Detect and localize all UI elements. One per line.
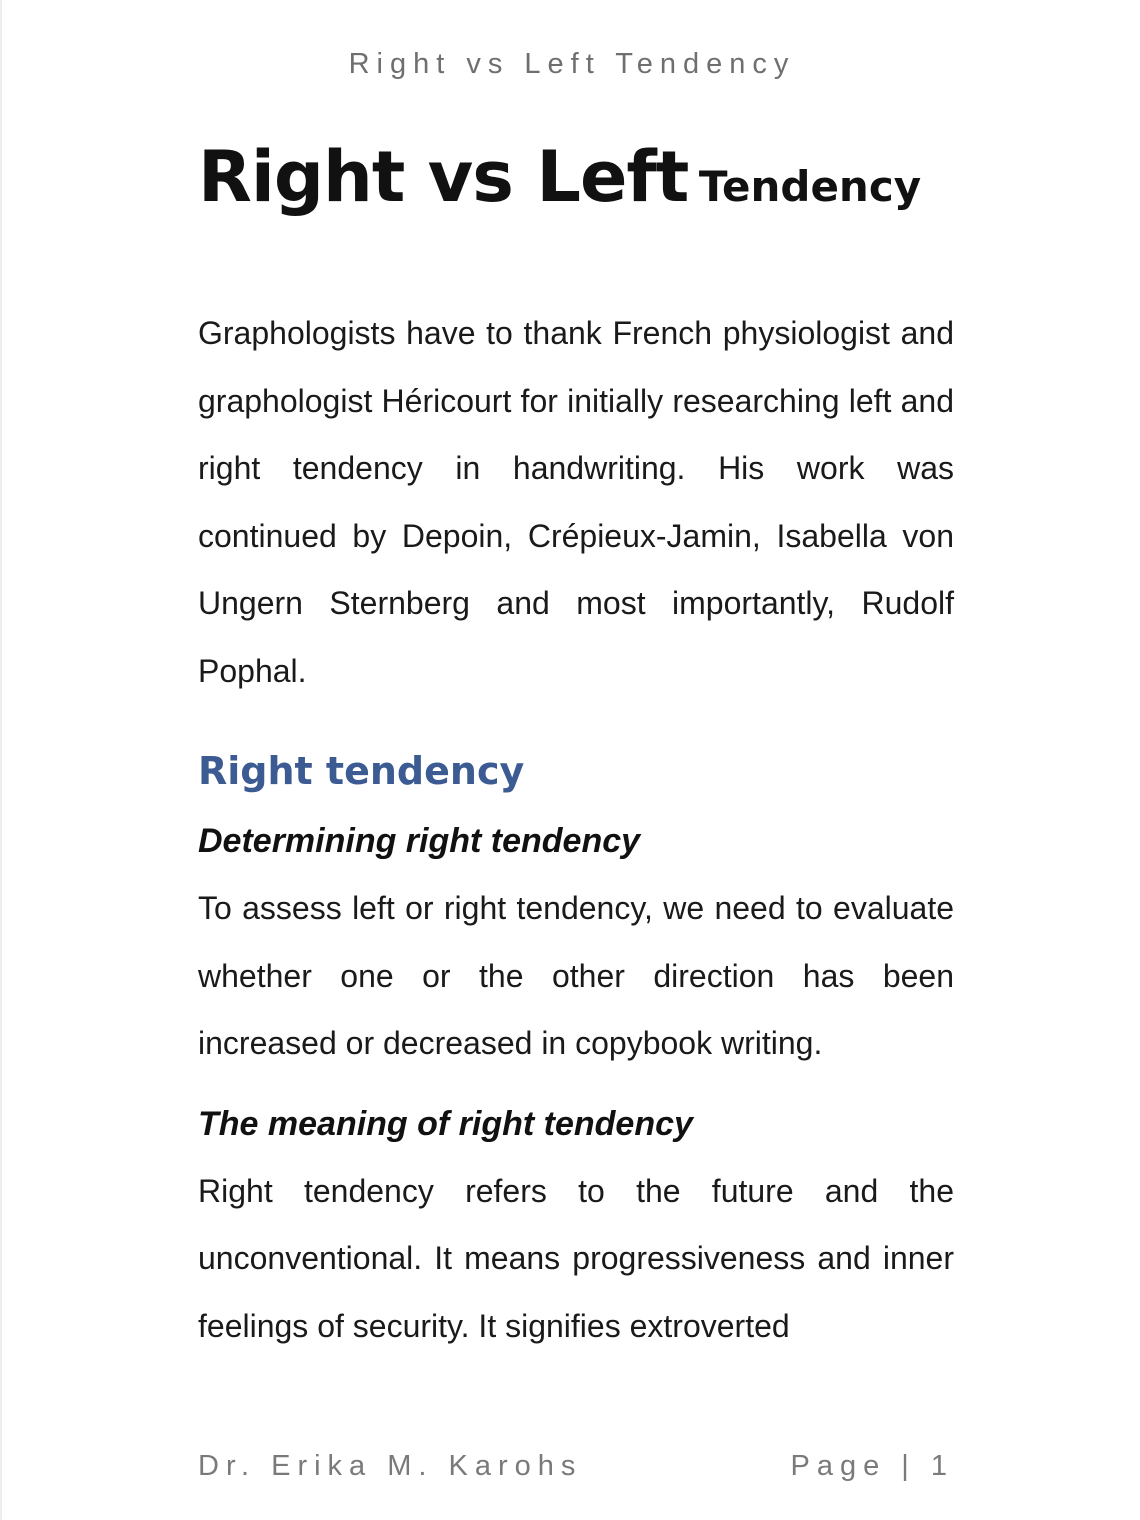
page-title-main: Right vs Left	[198, 136, 689, 218]
page-title	[198, 136, 921, 218]
document-body	[198, 300, 954, 1360]
intro-paragraph: Graphologists have to thank French physiologist and graphologist Héricourt for initially researching left and right tendency in handwriting. His work was continued by Depoin, Crépieux-Jamin, Isabella von Ungern Sternberg and most importantly, Rudolf Pophal.	[198, 315, 954, 689]
page-title-sub: Tendency	[698, 162, 922, 211]
footer-author: Dr. Erika M. Karohs	[198, 1450, 583, 1482]
footer-page-number: Page | 1	[790, 1450, 954, 1482]
subheading-determining-right-tendency: Determining right tendency	[198, 822, 641, 860]
running-header: Right vs Left Tendency	[348, 48, 796, 80]
meaning-paragraph: Right tendency refers to the future and the unconventional. It means progressiveness and inner feelings of security. It signifies extroverted	[198, 1172, 954, 1344]
subheading-meaning-right-tendency: The meaning of right tendency	[198, 1104, 693, 1143]
section-heading-right-tendency: Right tendency	[198, 749, 525, 793]
determining-paragraph: To assess left or right tendency, we need to evaluate whether one or the other direction has been increased or decreased in copybook writing.	[198, 890, 954, 1061]
